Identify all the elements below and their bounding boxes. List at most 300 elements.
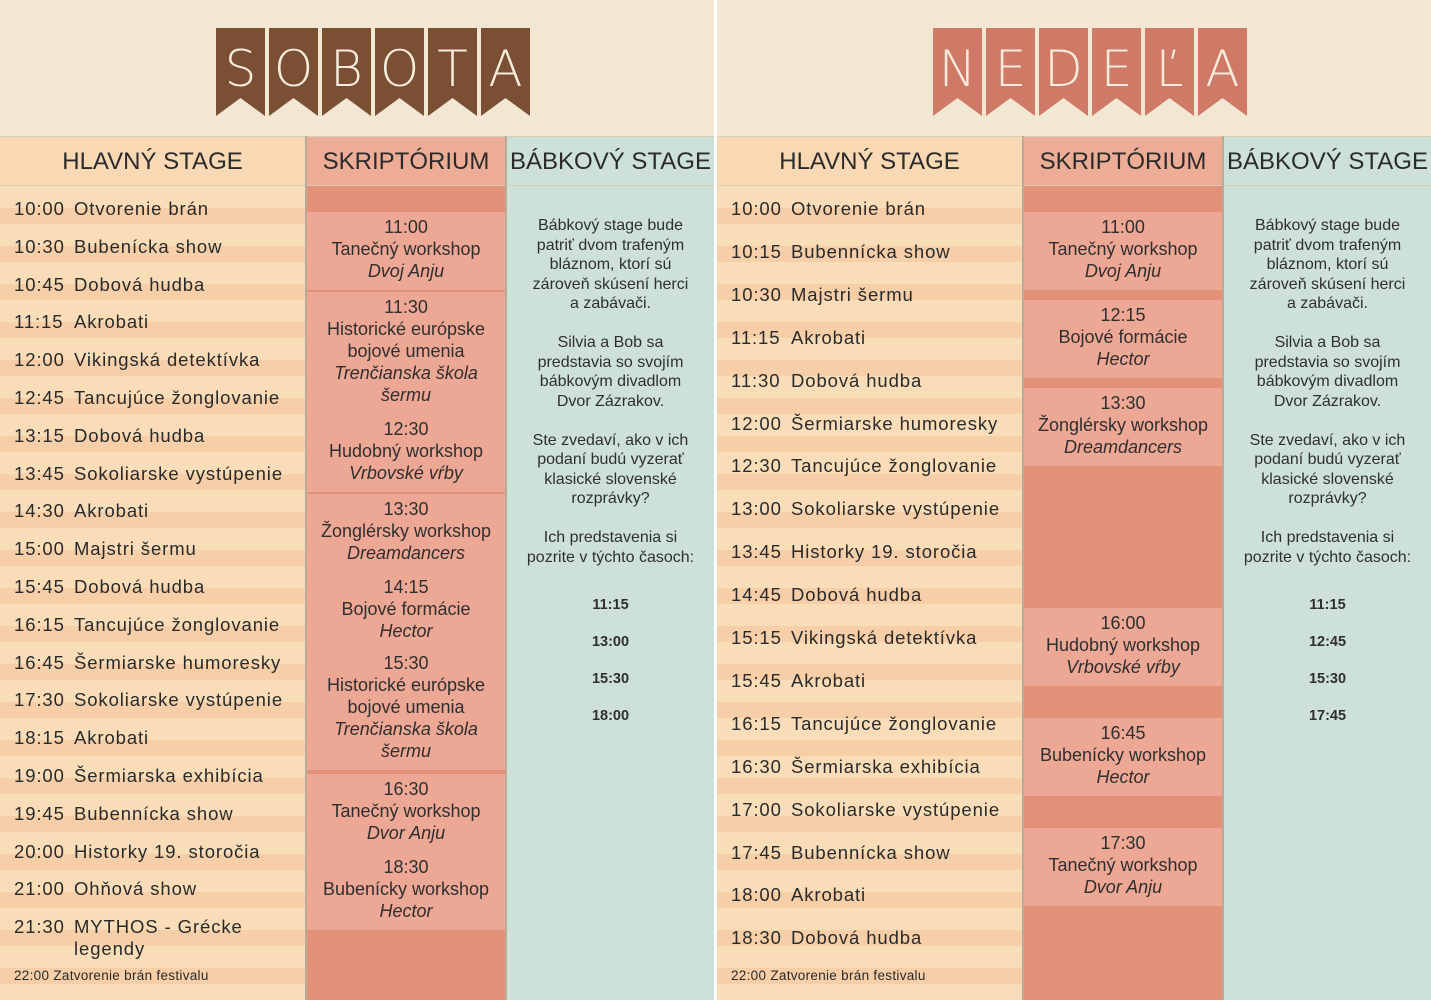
puppet-text-line: Silvia a Bob sa: [1274, 334, 1381, 351]
event-name-line: Otvorenie brán: [74, 198, 209, 219]
workshop-time: 15:30: [383, 653, 429, 673]
event-time: 13:45: [731, 541, 782, 563]
workshop-host: Trenčianska škola: [334, 719, 478, 739]
event-name: [74, 878, 197, 900]
saturday-main-stage-header: HLAVNÝ STAGE: [0, 136, 305, 186]
banner-letter: A: [488, 40, 523, 98]
event-name: [791, 413, 998, 435]
event-name: [791, 370, 922, 392]
event-time: 12:00: [731, 412, 782, 434]
workshop-block: [1024, 388, 1222, 466]
puppet-text-line: Bábkový stage bude: [1255, 217, 1400, 234]
schedule-row: [14, 387, 280, 409]
schedule-row: [731, 799, 1000, 821]
sunday-main-stage-header: HLAVNÝ STAGE: [717, 136, 1022, 186]
saturday-column-headers: [0, 136, 714, 186]
banner-letter: T: [437, 40, 468, 98]
schedule-row: [731, 455, 997, 477]
schedule-row: [731, 327, 866, 349]
schedule-row: [731, 713, 997, 735]
event-time: 18:00: [731, 884, 782, 906]
sunday-schedule: [717, 0, 1431, 1000]
puppet-show-time: 13:00: [591, 633, 630, 650]
schedule-row: [731, 413, 998, 435]
schedule-row: [731, 541, 977, 563]
event-time: 15:45: [731, 669, 782, 691]
banner-letter: D: [1044, 40, 1083, 98]
event-name-line: MYTHOS - Grécke: [74, 916, 243, 938]
puppet-text-line: Ste zvedaví, ako v ich: [532, 431, 689, 449]
event-name: [791, 241, 951, 263]
workshop-title: Hudobný workshop: [328, 441, 484, 461]
event-name: [74, 916, 243, 960]
puppet-text-line: podaní budú vyzerať: [1254, 451, 1401, 468]
event-name-line: Sokoliarske vystúpenie: [791, 798, 1001, 820]
workshop-time: 14:15: [383, 577, 429, 597]
saturday-schedule: [0, 0, 714, 1000]
event-name-line: Bubennícka show: [74, 802, 234, 824]
schedule-row: [14, 878, 197, 900]
event-name-line: Dobová hudba: [791, 584, 923, 606]
event-time: 13:15: [14, 424, 65, 446]
puppet-show-time: 11:15: [1309, 596, 1346, 613]
saturday-scriptorium-column: [307, 186, 505, 1000]
sunday-title-area: [717, 0, 1431, 136]
workshop-block: [307, 494, 505, 572]
event-name-line: legendy: [74, 938, 146, 960]
event-name: [791, 927, 922, 949]
event-name-line: Tancujúce žonglovanie: [791, 712, 998, 734]
schedule-row: [14, 274, 205, 296]
schedule-row: [731, 284, 914, 306]
event-time: 18:15: [14, 727, 65, 749]
schedule-row: [14, 841, 260, 863]
event-time: 10:45: [14, 273, 65, 295]
workshop-time: 17:30: [1100, 833, 1146, 853]
workshop-title: Tanečný workshop: [1048, 855, 1198, 875]
puppet-text-line: Ich predstavenia si: [1260, 529, 1395, 546]
event-name: [791, 842, 951, 864]
workshop-host: Dvoj Anju: [367, 261, 445, 281]
event-name: [74, 236, 222, 258]
workshop-title: Tanečný workshop: [331, 239, 481, 259]
saturday-puppet-stage-column: [507, 186, 714, 1000]
schedule-row: [731, 884, 866, 906]
event-name-line: Akrobati: [791, 326, 867, 348]
puppet-paragraph: [1224, 528, 1431, 567]
event-name-line: Ohňová show: [74, 878, 198, 900]
workshop-time: 11:00: [1101, 217, 1145, 237]
schedule-row: [731, 927, 922, 949]
banner-flag: [269, 28, 318, 116]
puppet-stage-description: [1224, 216, 1431, 735]
workshop-time: 12:15: [1100, 305, 1146, 325]
event-name: [74, 538, 197, 560]
schedule-row: [731, 842, 951, 864]
event-name-line: Akrobati: [74, 311, 150, 333]
event-name-line: Majstri šermu: [74, 538, 197, 560]
banner-flag: [986, 28, 1035, 116]
schedule-row: [14, 652, 281, 674]
schedule-row: [14, 236, 222, 258]
workshop-block: [1024, 608, 1222, 686]
event-name: [74, 387, 280, 409]
puppet-text-line: zároveň skúsení herci: [532, 275, 689, 293]
workshop-title: bojové umenia: [347, 341, 465, 361]
event-name-line: Bubennícka show: [791, 841, 951, 863]
workshop-title: Žonglérsky workshop: [320, 521, 492, 541]
event-time: 10:00: [14, 198, 65, 219]
schedule-row: [731, 627, 977, 649]
event-name: [74, 349, 260, 371]
schedule-row: [14, 765, 264, 787]
event-time: 16:30: [731, 755, 782, 777]
workshop-block: [307, 852, 505, 930]
saturday-puppet-stage-header: BÁBKOVÝ STAGE: [507, 136, 714, 186]
workshop-title: Historické európske: [326, 675, 486, 695]
schedule-row: [14, 538, 197, 560]
workshop-time: 18:30: [383, 857, 429, 877]
sunday-title-banner: [933, 28, 1247, 116]
event-name-line: Dobová hudba: [791, 369, 923, 391]
event-time: 17:30: [14, 689, 65, 711]
event-time: 16:15: [731, 712, 782, 734]
event-time: 17:00: [731, 798, 782, 820]
workshop-host: Dvor Anju: [1083, 877, 1163, 897]
event-name: [791, 627, 977, 649]
schedule-row: [14, 425, 205, 447]
schedule-row: [731, 241, 951, 263]
banner-flag: [322, 28, 371, 116]
event-time: 16:45: [14, 651, 65, 673]
puppet-text-line: bláznom, ktorí sú: [549, 256, 672, 273]
schedule-row: [14, 198, 209, 220]
workshop-host: Dvoj Anju: [1084, 261, 1162, 281]
column-divider: [1222, 136, 1224, 1000]
schedule-row: [14, 614, 280, 636]
puppet-paragraph: [507, 333, 714, 411]
puppet-text-line: pozrite v týchto časoch:: [1243, 548, 1412, 566]
event-time: 15:45: [14, 576, 65, 597]
workshop-time: 16:45: [1100, 723, 1146, 743]
schedule-row: [14, 500, 149, 522]
event-name: [74, 614, 280, 636]
banner-letter: A: [1205, 40, 1240, 98]
workshop-time: 16:00: [1100, 613, 1146, 633]
event-time: 11:15: [731, 326, 781, 348]
event-time: 19:45: [14, 802, 65, 824]
puppet-text-line: patriť dvom trafeným: [1253, 236, 1402, 254]
puppet-text-line: rozprávky?: [1288, 490, 1367, 507]
event-name: [74, 274, 205, 296]
schedule-row: [14, 689, 283, 711]
event-time: 19:00: [14, 765, 65, 786]
puppet-paragraph: [1224, 333, 1431, 411]
puppet-text-line: rozprávky?: [571, 490, 650, 507]
puppet-text-line: predstavia so svojím: [1254, 353, 1401, 371]
workshop-title: Hudobný workshop: [1045, 635, 1201, 655]
event-time: 12:45: [14, 387, 65, 408]
puppet-text-line: Ste zvedaví, ako v ich: [1249, 431, 1406, 449]
event-time: 15:15: [731, 627, 782, 648]
workshop-host: Hector: [1096, 349, 1150, 369]
event-name: [74, 463, 283, 485]
workshop-block: [307, 292, 505, 414]
event-time: 16:15: [14, 613, 65, 635]
banner-flag: [1092, 28, 1141, 116]
workshop-host: Hector: [379, 901, 433, 921]
sunday-column-headers: [717, 136, 1431, 186]
event-time: 17:45: [731, 841, 782, 863]
event-time: 11:30: [731, 369, 781, 391]
puppet-text-line: Dvor Zázrakov.: [1273, 392, 1382, 410]
banner-flag: [1145, 28, 1194, 116]
event-name: [74, 652, 281, 674]
workshop-host: Dreamdancers: [346, 543, 466, 563]
event-time: 14:30: [14, 500, 65, 522]
event-name: [791, 541, 977, 563]
event-name-line: Sokoliarske vystúpenie: [791, 498, 1001, 520]
puppet-show-time: 17:45: [1308, 707, 1347, 724]
event-name: [74, 803, 234, 825]
event-name: [791, 455, 997, 477]
schedule-row: [731, 756, 981, 778]
schedule-row: [731, 670, 866, 692]
event-time: 10:15: [731, 240, 782, 262]
puppet-text-line: patriť dvom trafeným: [536, 236, 685, 254]
puppet-paragraph: [507, 216, 714, 314]
event-name-line: Akrobati: [74, 500, 150, 522]
schedule-row: [14, 463, 283, 485]
workshop-block: [307, 212, 505, 290]
workshop-host: Hector: [379, 621, 433, 641]
workshop-block: [307, 414, 505, 492]
sunday-main-stage-column: [717, 186, 1022, 1000]
event-name-line: Vikingská detektívka: [791, 627, 978, 648]
banner-letter: S: [224, 40, 257, 98]
saturday-scriptorium-header: SKRIPTÓRIUM: [307, 136, 505, 186]
puppet-show-time: 18:00: [591, 707, 630, 724]
event-time: 15:00: [14, 538, 65, 560]
puppet-show-time: 15:30: [1308, 670, 1347, 687]
saturday-title-banner: [216, 28, 530, 116]
puppet-text-line: bábkovým divadlom: [1256, 373, 1399, 390]
workshop-host: Dvor Anju: [366, 823, 446, 843]
banner-flag: [1198, 28, 1247, 116]
puppet-show-times: [507, 587, 714, 735]
event-time: 10:00: [731, 198, 782, 219]
puppet-text-line: Ich predstavenia si: [543, 529, 678, 546]
event-name: [791, 498, 1000, 520]
banner-letter: B: [330, 40, 363, 98]
event-name: [791, 327, 866, 349]
schedule-row: [14, 803, 234, 825]
puppet-paragraph: [1224, 216, 1431, 314]
event-name: [791, 670, 866, 692]
event-name-line: Sokoliarske vystúpenie: [74, 689, 284, 711]
event-name-line: Tancujúce žonglovanie: [74, 613, 281, 635]
banner-letter: E: [1100, 40, 1133, 98]
event-name: [791, 584, 922, 606]
saturday-main-stage-column: [0, 186, 305, 1000]
puppet-paragraph: [507, 431, 714, 509]
banner-flag: [933, 28, 982, 116]
event-name-line: Bubenícka show: [74, 235, 223, 257]
event-name: [74, 689, 283, 711]
event-name-line: Bubennícka show: [791, 240, 951, 262]
schedule-row: [731, 584, 922, 606]
event-time: 20:00: [14, 840, 65, 862]
puppet-paragraph: [507, 528, 714, 567]
puppet-text-line: a zabávači.: [570, 295, 651, 312]
sunday-puppet-stage-column: [1224, 186, 1431, 1000]
puppet-text-line: a zabávači.: [1287, 295, 1368, 312]
event-name: [74, 311, 149, 333]
event-name: [791, 884, 866, 906]
event-name-line: Šermiarske humoresky: [791, 412, 999, 434]
event-name-line: Šermiarske humoresky: [74, 651, 282, 673]
event-name-line: Historky 19. storočia: [791, 541, 978, 563]
sunday-scriptorium-column: [1024, 186, 1222, 1000]
event-time: 10:30: [731, 283, 782, 305]
puppet-text-line: Silvia a Bob sa: [557, 334, 664, 351]
event-name-line: Dobová hudba: [791, 927, 923, 949]
event-name: [791, 713, 997, 735]
banner-flag: [375, 28, 424, 116]
event-time: 21:30: [14, 916, 65, 938]
workshop-block: [307, 774, 505, 852]
workshop-title: Tanečný workshop: [1048, 239, 1198, 259]
workshop-block: [1024, 718, 1222, 796]
puppet-text-line: predstavia so svojím: [537, 353, 684, 371]
event-name: [74, 425, 205, 447]
workshop-block: [307, 572, 505, 650]
banner-letter: N: [938, 40, 977, 98]
workshop-host: Dreamdancers: [1063, 437, 1183, 457]
schedule-row: [14, 311, 149, 333]
event-name-line: Šermiarska exhibícia: [791, 755, 981, 777]
event-time: 18:30: [731, 927, 782, 949]
event-time: 13:45: [14, 462, 65, 484]
event-name-line: Akrobati: [74, 727, 150, 749]
event-name: [74, 841, 260, 863]
banner-letter: Ľ: [1155, 40, 1184, 98]
event-name: [74, 576, 205, 598]
event-name-line: Akrobati: [791, 669, 867, 691]
event-name: [74, 500, 149, 522]
workshop-time: 16:30: [383, 779, 429, 799]
event-time: 21:00: [14, 878, 65, 900]
workshop-block: [1024, 828, 1222, 906]
event-name: [74, 727, 149, 749]
sunday-puppet-stage-header: BÁBKOVÝ STAGE: [1224, 136, 1431, 186]
workshop-title: bojové umenia: [347, 697, 465, 717]
puppet-text-line: klasické slovenské: [544, 470, 677, 488]
event-name: [791, 756, 981, 778]
event-name-line: Dobová hudba: [74, 424, 206, 446]
banner-letter: E: [994, 40, 1027, 98]
schedule-row: [14, 727, 149, 749]
workshop-title: Bubenícky workshop: [1039, 745, 1207, 765]
column-divider: [505, 136, 507, 1000]
closing-note: 22:00 Zatvorenie brán festivalu: [731, 968, 926, 983]
banner-letter: O: [273, 40, 314, 98]
puppet-text-line: pozrite v týchto časoch:: [526, 548, 695, 566]
saturday-title-area: [0, 0, 714, 136]
schedule-row: [14, 576, 205, 598]
banner-flag: [216, 28, 265, 116]
puppet-show-time: 12:45: [1308, 633, 1347, 650]
puppet-text-line: klasické slovenské: [1261, 470, 1394, 488]
event-name: [791, 799, 1000, 821]
event-name: [791, 198, 926, 220]
event-name-line: Dobová hudba: [74, 273, 206, 295]
puppet-paragraph: [1224, 431, 1431, 509]
workshop-time: 12:30: [383, 419, 429, 439]
puppet-text-line: Dvor Zázrakov.: [556, 392, 665, 410]
schedule-row: [14, 916, 243, 960]
schedule-row: [731, 370, 922, 392]
workshop-host: Vrbovské vŕby: [349, 463, 463, 483]
event-name-line: Akrobati: [791, 884, 867, 906]
event-name-line: Tancujúce žonglovanie: [74, 387, 281, 408]
workshop-time: 13:30: [1100, 393, 1146, 413]
event-name-line: Sokoliarske vystúpenie: [74, 462, 284, 484]
puppet-text-line: podaní budú vyzerať: [537, 451, 684, 468]
workshop-title: Žonglérsky workshop: [1037, 415, 1209, 435]
event-time: 12:30: [731, 455, 782, 477]
workshop-block: [1024, 300, 1222, 378]
puppet-text-line: bláznom, ktorí sú: [1266, 256, 1389, 273]
schedule-row: [14, 349, 260, 371]
workshop-host: Hector: [1096, 767, 1150, 787]
workshop-block: [307, 648, 505, 770]
column-divider: [1022, 136, 1024, 1000]
workshop-host: šermu: [380, 741, 431, 761]
event-time: 12:00: [14, 349, 65, 371]
workshop-host: Vrbovské vŕby: [1066, 657, 1180, 677]
closing-note: 22:00 Zatvorenie brán festivalu: [14, 968, 209, 983]
schedule-row: [731, 498, 1000, 520]
event-name-line: Majstri šermu: [791, 283, 914, 305]
event-name-line: Vikingská detektívka: [74, 349, 261, 371]
sunday-scriptorium-header: SKRIPTÓRIUM: [1024, 136, 1222, 186]
workshop-title: Tanečný workshop: [331, 801, 481, 821]
event-name: [74, 198, 209, 220]
event-name-line: Šermiarska exhibícia: [74, 765, 264, 786]
banner-flag: [1039, 28, 1088, 116]
workshop-time: 11:30: [384, 297, 428, 317]
banner-flag: [481, 28, 530, 116]
banner-flag: [428, 28, 477, 116]
puppet-show-time: 11:15: [592, 596, 629, 613]
puppet-text-line: bábkovým divadlom: [539, 373, 682, 390]
event-name: [791, 284, 914, 306]
puppet-text-line: Bábkový stage bude: [538, 217, 683, 234]
banner-letter: O: [379, 40, 420, 98]
event-time: 11:15: [14, 311, 64, 333]
event-time: 14:45: [731, 584, 782, 606]
event-time: 13:00: [731, 498, 782, 520]
puppet-stage-description: [507, 216, 714, 735]
workshop-host: Trenčianska škola: [334, 363, 478, 383]
schedule-row: [731, 198, 926, 220]
workshop-block: [1024, 212, 1222, 290]
workshop-title: Bubenícky workshop: [322, 879, 490, 899]
event-name-line: Otvorenie brán: [791, 198, 926, 219]
puppet-show-time: 15:30: [591, 670, 630, 687]
workshop-title: Bojové formácie: [341, 599, 471, 619]
